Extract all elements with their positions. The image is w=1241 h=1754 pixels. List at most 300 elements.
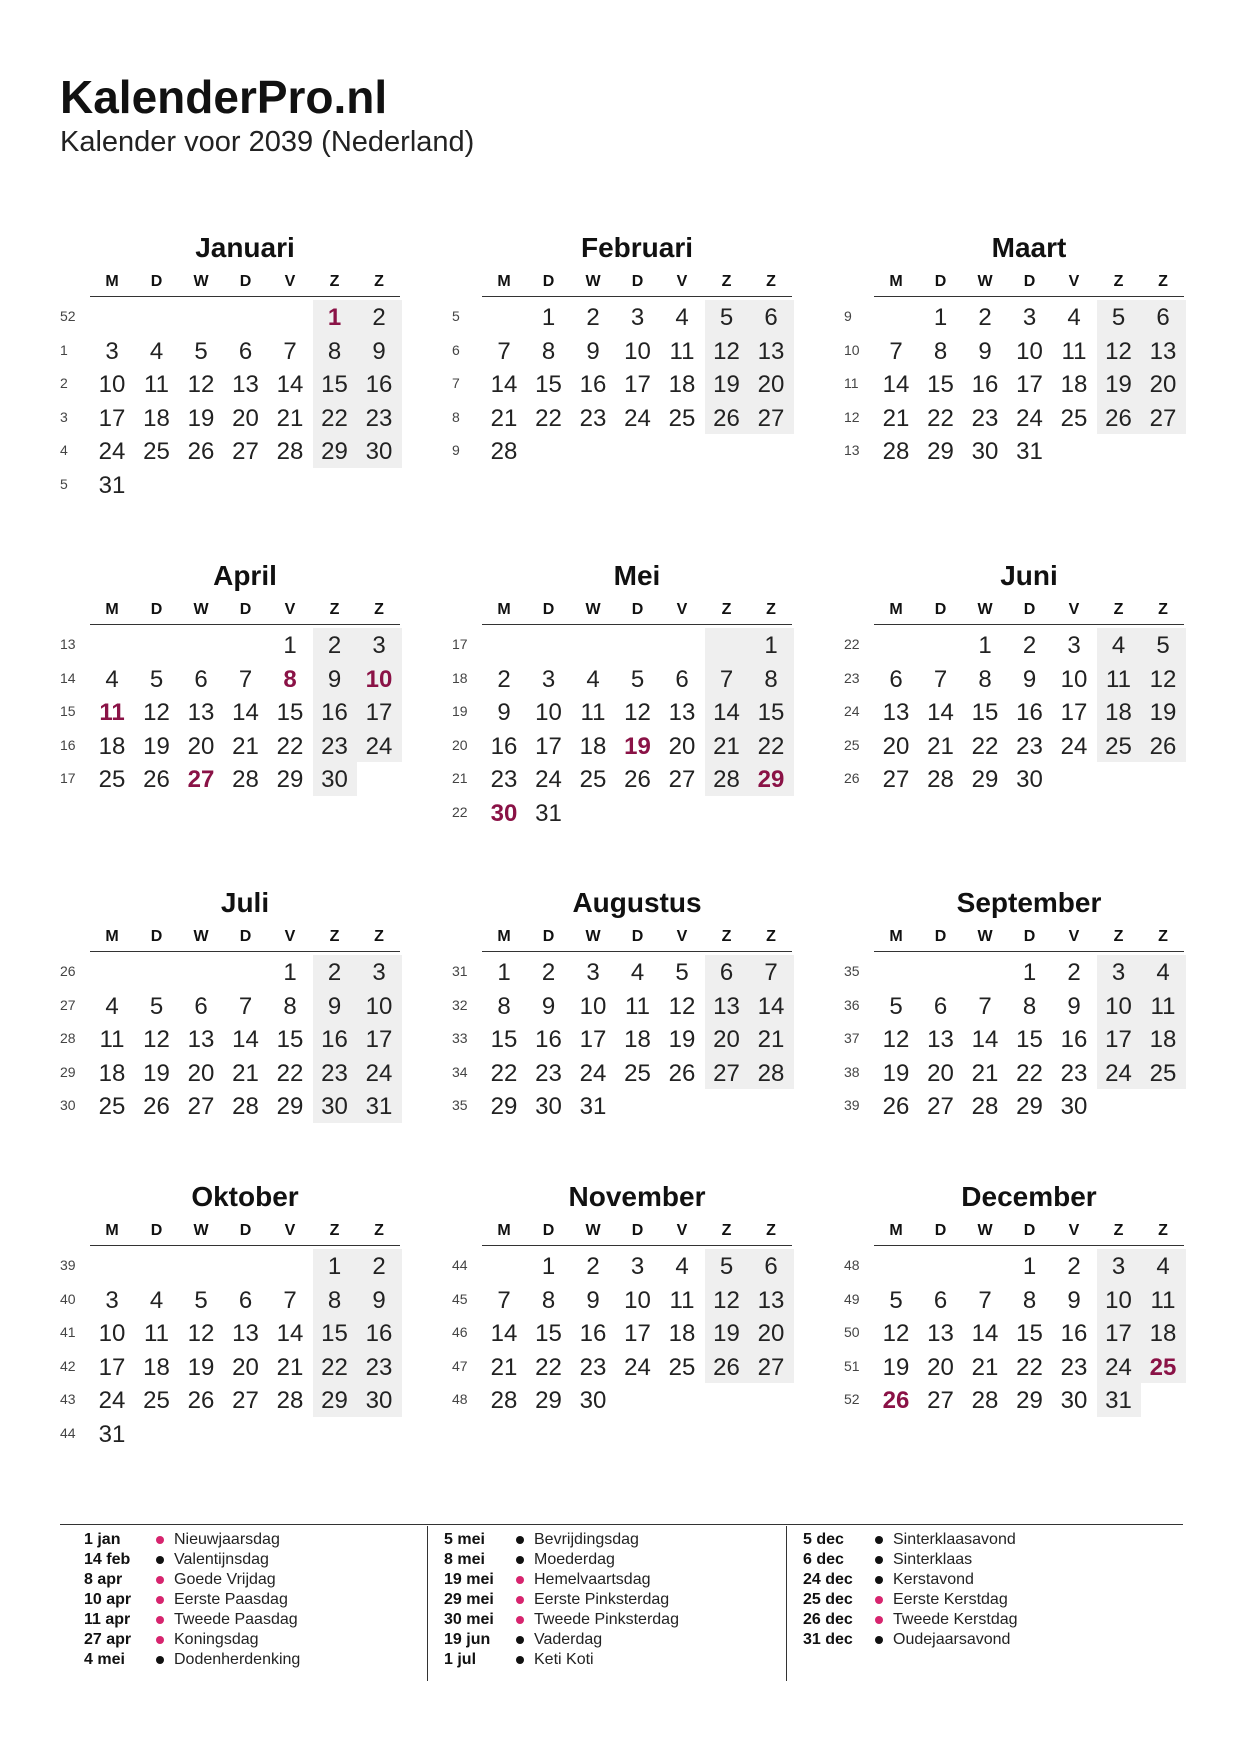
day-cell: 18 xyxy=(143,1353,170,1381)
day-cell: 17 xyxy=(1016,371,1043,398)
month-november xyxy=(452,1181,792,1471)
day-cell: 3 xyxy=(1111,1253,1126,1280)
day-cell: 27 xyxy=(668,766,696,793)
day-cell: 31 xyxy=(365,1093,393,1120)
day-cell: 22 xyxy=(321,404,348,432)
weekday-header: M xyxy=(105,273,119,290)
header-rule xyxy=(482,296,792,297)
week-number: 4 xyxy=(60,442,68,458)
week-number: 6 xyxy=(452,341,460,358)
day-cell: 16 xyxy=(365,1320,393,1347)
day-cell: 9 xyxy=(541,992,556,1020)
weekday-header: D xyxy=(542,601,555,618)
day-cell: 11 xyxy=(144,1320,169,1347)
week-number: 32 xyxy=(452,996,468,1013)
day-cell: 25 xyxy=(143,1387,170,1414)
week-number: 46 xyxy=(452,1324,468,1340)
week-number: 26 xyxy=(844,770,860,786)
day-cell: 26 xyxy=(187,438,215,465)
day-cell: 27 xyxy=(757,1353,785,1381)
day-cell: 1 xyxy=(327,304,342,331)
day-cell: 16 xyxy=(579,1320,607,1347)
week-number: 12 xyxy=(844,408,860,425)
week-number: 45 xyxy=(452,1290,468,1307)
legend-date: 26 dec xyxy=(803,1611,853,1628)
week-number: 16 xyxy=(60,736,76,753)
weekday-header: D xyxy=(542,1222,555,1239)
day-cell: 10 xyxy=(1105,1286,1132,1314)
day-cell: 8 xyxy=(327,1286,342,1314)
weekday-header: V xyxy=(676,1222,688,1239)
legend-date: 5 mei xyxy=(444,1531,485,1548)
day-cell: 25 xyxy=(624,1059,651,1087)
day-cell: 22 xyxy=(1016,1059,1043,1087)
month-name: Augustus xyxy=(572,887,702,918)
day-cell: 29 xyxy=(1016,1387,1043,1414)
legend-divider xyxy=(60,1524,1183,1525)
weekday-header: D xyxy=(239,273,252,290)
month-september xyxy=(844,887,1184,1177)
weekday-header: M xyxy=(497,273,511,290)
day-cell: 19 xyxy=(713,1320,740,1347)
day-cell: 8 xyxy=(933,337,948,365)
week-number: 31 xyxy=(452,963,468,979)
week-number: 11 xyxy=(844,375,859,391)
weekday-header: W xyxy=(585,1222,601,1239)
day-cell: 6 xyxy=(238,1286,253,1314)
weekday-header: Z xyxy=(721,601,732,618)
day-cell: 14 xyxy=(927,699,954,726)
day-cell: 22 xyxy=(276,732,304,760)
week-number: 28 xyxy=(60,1030,76,1046)
day-cell: 6 xyxy=(933,992,948,1020)
day-cell: 22 xyxy=(757,732,785,760)
day-cell: 28 xyxy=(927,766,954,793)
day-cell: 13 xyxy=(232,371,259,398)
weekday-header: D xyxy=(934,601,947,618)
weekday-header: M xyxy=(889,273,903,290)
legend-date: 8 apr xyxy=(84,1571,123,1588)
day-cell: 29 xyxy=(276,766,304,793)
day-cell: 15 xyxy=(927,371,954,398)
legend-date: 14 feb xyxy=(84,1551,131,1568)
day-cell: 5 xyxy=(719,1253,734,1280)
day-cell: 13 xyxy=(927,1320,954,1347)
weekday-header: V xyxy=(1068,1222,1080,1239)
legend-name: Goede Vrijdag xyxy=(174,1571,276,1588)
event-dot-icon xyxy=(516,1556,524,1564)
day-cell: 18 xyxy=(624,1026,651,1053)
week-number: 10 xyxy=(844,341,860,358)
month-name: Februari xyxy=(580,232,694,263)
month-oktober xyxy=(60,1181,400,1471)
weekday-header: W xyxy=(585,601,601,618)
legend-date: 10 apr xyxy=(84,1591,132,1608)
day-cell: 20 xyxy=(927,1059,954,1087)
weekday-header: V xyxy=(1068,601,1080,618)
day-cell: 23 xyxy=(1060,1353,1088,1381)
week-number: 23 xyxy=(844,669,860,686)
day-cell: 3 xyxy=(372,959,386,986)
legend-date: 30 mei xyxy=(444,1611,494,1628)
day-cell: 11 xyxy=(99,699,125,726)
day-cell: 23 xyxy=(579,404,607,432)
weekday-header: V xyxy=(676,928,688,945)
day-cell: 6 xyxy=(889,665,903,693)
weekday-header: D xyxy=(150,1222,163,1239)
day-cell: 15 xyxy=(276,1026,304,1053)
day-cell: 31 xyxy=(1105,1387,1132,1414)
day-cell: 23 xyxy=(1060,1059,1088,1087)
legend-separator xyxy=(786,1526,787,1681)
weekday-header: Z xyxy=(374,928,384,945)
day-cell: 30 xyxy=(535,1093,562,1120)
day-cell: 12 xyxy=(187,371,215,398)
day-cell: 19 xyxy=(1149,699,1177,726)
week-number: 3 xyxy=(60,408,68,425)
month-maart xyxy=(844,232,1184,522)
day-cell: 27 xyxy=(757,404,785,432)
day-cell: 25 xyxy=(98,766,126,793)
weekday-header: W xyxy=(977,928,993,945)
day-cell: 27 xyxy=(882,766,910,793)
legend-date: 4 mei xyxy=(84,1651,125,1668)
weekday-header: D xyxy=(631,273,644,290)
weekday-header: D xyxy=(1023,1222,1036,1239)
day-cell: 23 xyxy=(321,1059,348,1087)
day-cell: 18 xyxy=(668,1320,696,1347)
weekday-header: D xyxy=(631,928,644,945)
day-cell: 10 xyxy=(579,992,607,1020)
day-cell: 6 xyxy=(764,1253,778,1280)
day-cell: 5 xyxy=(719,304,734,331)
day-cell: 12 xyxy=(882,1026,910,1053)
weekday-header: Z xyxy=(1113,1222,1124,1239)
week-number: 8 xyxy=(452,408,460,425)
day-cell: 10 xyxy=(1060,665,1088,693)
day-cell: 28 xyxy=(882,438,910,465)
weekday-header: V xyxy=(284,601,296,618)
day-cell: 14 xyxy=(971,1320,999,1347)
day-cell: 19 xyxy=(1105,371,1132,398)
day-cell: 25 xyxy=(1149,1353,1177,1381)
weekday-header: Z xyxy=(329,273,340,290)
day-cell: 19 xyxy=(143,732,170,760)
day-cell: 17 xyxy=(624,371,651,398)
day-cell: 26 xyxy=(882,1093,910,1120)
day-cell: 3 xyxy=(1111,959,1126,986)
day-cell: 15 xyxy=(971,699,999,726)
day-cell: 4 xyxy=(675,304,689,331)
day-cell: 10 xyxy=(365,665,393,693)
day-cell: 9 xyxy=(327,665,342,693)
weekday-header: Z xyxy=(1113,273,1124,290)
event-dot-icon xyxy=(156,1656,164,1664)
day-cell: 30 xyxy=(490,799,518,827)
week-number: 18 xyxy=(452,669,468,686)
day-cell: 2 xyxy=(327,959,342,986)
weekday-header: Z xyxy=(766,928,776,945)
day-cell: 29 xyxy=(321,438,348,465)
header-rule xyxy=(482,1245,792,1246)
day-cell: 22 xyxy=(535,1353,562,1381)
weekday-header: Z xyxy=(329,928,340,945)
day-cell: 17 xyxy=(98,404,126,432)
day-cell: 17 xyxy=(365,699,393,726)
day-cell: 23 xyxy=(971,404,999,432)
day-cell: 16 xyxy=(1060,1026,1088,1053)
day-cell: 8 xyxy=(327,337,342,365)
weekday-header: V xyxy=(1068,928,1080,945)
day-cell: 4 xyxy=(1156,959,1170,986)
day-cell: 28 xyxy=(276,1387,304,1414)
page-subtitle: Kalender voor 2039 (Nederland) xyxy=(60,126,475,158)
day-cell: 19 xyxy=(668,1026,696,1053)
legend-name: Tweede Pinksterdag xyxy=(534,1611,679,1628)
day-cell: 16 xyxy=(971,371,999,398)
day-cell: 20 xyxy=(757,1320,785,1347)
day-cell: 25 xyxy=(1149,1059,1177,1087)
day-cell: 27 xyxy=(927,1387,954,1414)
month-name: Januari xyxy=(195,232,295,263)
day-cell: 4 xyxy=(630,959,645,986)
legend-date: 24 dec xyxy=(803,1571,853,1588)
day-cell: 16 xyxy=(365,371,393,398)
day-cell: 12 xyxy=(713,337,740,365)
weekday-header: Z xyxy=(721,273,732,290)
weekday-header: Z xyxy=(1113,601,1124,618)
week-number: 48 xyxy=(452,1391,468,1407)
day-cell: 17 xyxy=(98,1353,126,1381)
month-name: April xyxy=(213,560,277,591)
day-cell: 3 xyxy=(630,304,645,331)
day-cell: 5 xyxy=(1156,632,1170,659)
day-cell: 1 xyxy=(978,632,992,659)
day-cell: 9 xyxy=(327,992,342,1020)
week-number: 14 xyxy=(60,669,76,686)
day-cell: 24 xyxy=(1016,404,1043,432)
day-cell: 17 xyxy=(535,732,562,760)
day-cell: 5 xyxy=(675,959,689,986)
day-cell: 2 xyxy=(586,304,600,331)
day-cell: 21 xyxy=(971,1059,999,1087)
day-cell: 29 xyxy=(535,1387,562,1414)
day-cell: 25 xyxy=(668,404,696,432)
day-cell: 12 xyxy=(713,1286,740,1314)
day-cell: 13 xyxy=(668,699,696,726)
legend-date: 31 dec xyxy=(803,1631,853,1648)
week-number: 24 xyxy=(844,703,860,719)
day-cell: 20 xyxy=(1149,371,1177,398)
legend-name: Dodenherdenking xyxy=(174,1651,301,1668)
day-cell: 20 xyxy=(187,1059,215,1087)
day-cell: 29 xyxy=(321,1387,348,1414)
weekday-header: D xyxy=(542,273,555,290)
day-cell: 2 xyxy=(978,304,992,331)
day-cell: 11 xyxy=(1061,337,1087,365)
day-cell: 29 xyxy=(757,766,785,793)
day-cell: 1 xyxy=(541,1253,556,1280)
day-cell: 28 xyxy=(757,1059,785,1087)
day-cell: 4 xyxy=(586,665,600,693)
day-cell: 7 xyxy=(238,992,253,1020)
day-cell: 28 xyxy=(276,438,304,465)
day-cell: 14 xyxy=(490,1320,518,1347)
weekday-header: D xyxy=(1023,928,1036,945)
legend-name: Sinterklaasavond xyxy=(893,1531,1016,1548)
day-cell: 1 xyxy=(764,632,778,659)
day-cell: 15 xyxy=(276,699,304,726)
day-cell: 10 xyxy=(535,699,562,726)
day-cell: 21 xyxy=(490,404,518,432)
week-number: 50 xyxy=(844,1324,860,1340)
weekday-header: W xyxy=(193,1222,209,1239)
weekday-header: Z xyxy=(374,601,384,618)
day-cell: 13 xyxy=(232,1320,259,1347)
week-number: 25 xyxy=(844,736,860,753)
day-cell: 24 xyxy=(365,1059,393,1087)
day-cell: 26 xyxy=(143,1093,170,1120)
day-cell: 14 xyxy=(757,992,785,1020)
day-cell: 16 xyxy=(579,371,607,398)
day-cell: 10 xyxy=(365,992,393,1020)
weekday-header: Z xyxy=(1113,928,1124,945)
weekday-header: D xyxy=(150,601,163,618)
day-cell: 21 xyxy=(276,404,304,432)
week-number: 13 xyxy=(60,636,76,652)
weekday-header: Z xyxy=(766,1222,776,1239)
day-cell: 4 xyxy=(675,1253,689,1280)
day-cell: 20 xyxy=(713,1026,740,1053)
legend-date: 27 apr xyxy=(84,1631,132,1648)
day-cell: 10 xyxy=(98,1320,126,1347)
legend-date: 29 mei xyxy=(444,1591,494,1608)
legend-date: 5 dec xyxy=(803,1531,844,1548)
day-cell: 3 xyxy=(586,959,600,986)
day-cell: 7 xyxy=(497,1286,511,1314)
day-cell: 15 xyxy=(490,1026,518,1053)
month-name: December xyxy=(961,1181,1097,1212)
day-cell: 18 xyxy=(1149,1026,1177,1053)
day-cell: 23 xyxy=(321,732,348,760)
day-cell: 12 xyxy=(624,699,651,726)
day-cell: 25 xyxy=(98,1093,126,1120)
day-cell: 27 xyxy=(1149,404,1177,432)
week-number: 20 xyxy=(452,736,468,753)
day-cell: 19 xyxy=(624,732,651,760)
day-cell: 4 xyxy=(149,337,164,365)
day-cell: 15 xyxy=(321,1320,348,1347)
day-cell: 2 xyxy=(372,304,386,331)
day-cell: 28 xyxy=(232,1093,259,1120)
day-cell: 12 xyxy=(143,1026,170,1053)
day-cell: 21 xyxy=(490,1353,518,1381)
day-cell: 1 xyxy=(283,632,297,659)
day-cell: 6 xyxy=(675,665,689,693)
month-februari xyxy=(452,232,792,522)
day-cell: 9 xyxy=(372,1286,386,1314)
week-number: 9 xyxy=(844,308,852,324)
week-number: 51 xyxy=(844,1357,860,1374)
day-cell: 26 xyxy=(882,1387,910,1414)
weekday-header: M xyxy=(105,601,119,618)
weekday-header: M xyxy=(889,601,903,618)
day-cell: 1 xyxy=(1022,959,1037,986)
day-cell: 13 xyxy=(187,699,215,726)
day-cell: 3 xyxy=(105,337,119,365)
week-number: 22 xyxy=(452,803,468,820)
weekday-header: D xyxy=(631,1222,644,1239)
day-cell: 9 xyxy=(497,699,511,726)
day-cell: 13 xyxy=(187,1026,215,1053)
day-cell: 22 xyxy=(535,404,562,432)
day-cell: 7 xyxy=(283,337,297,365)
day-cell: 21 xyxy=(927,732,954,760)
week-number: 21 xyxy=(452,770,468,786)
weekday-header: Z xyxy=(374,273,384,290)
day-cell: 17 xyxy=(365,1026,393,1053)
week-number: 1 xyxy=(60,341,68,358)
week-number: 9 xyxy=(452,442,460,458)
day-cell: 2 xyxy=(586,1253,600,1280)
day-cell: 23 xyxy=(535,1059,562,1087)
day-cell: 8 xyxy=(497,992,511,1020)
day-cell: 18 xyxy=(1060,371,1088,398)
holiday-dot-icon xyxy=(156,1536,164,1544)
legend-date: 6 dec xyxy=(803,1551,844,1568)
event-dot-icon xyxy=(875,1556,883,1564)
day-cell: 3 xyxy=(630,1253,645,1280)
day-cell: 5 xyxy=(149,992,164,1020)
weekday-header: Z xyxy=(766,601,776,618)
legend-date: 1 jul xyxy=(444,1651,477,1668)
weekday-header: W xyxy=(977,1222,993,1239)
day-cell: 18 xyxy=(668,371,696,398)
month-mei xyxy=(452,560,792,850)
weekday-header: Z xyxy=(721,928,732,945)
holiday-dot-icon xyxy=(156,1636,164,1644)
day-cell: 17 xyxy=(624,1320,651,1347)
weekday-header: V xyxy=(676,273,688,290)
header-rule xyxy=(482,624,792,625)
legend-name: Oudejaarsavond xyxy=(893,1631,1011,1648)
day-cell: 11 xyxy=(580,699,606,726)
day-cell: 20 xyxy=(757,371,785,398)
weekday-header: M xyxy=(105,1222,119,1239)
day-cell: 2 xyxy=(1067,1253,1081,1280)
day-cell: 8 xyxy=(1022,992,1037,1020)
header-rule xyxy=(874,951,1184,952)
day-cell: 28 xyxy=(490,438,518,465)
day-cell: 5 xyxy=(889,992,903,1020)
day-cell: 4 xyxy=(149,1286,164,1314)
day-cell: 24 xyxy=(98,438,126,465)
holiday-dot-icon xyxy=(516,1616,524,1624)
day-cell: 27 xyxy=(232,1387,259,1414)
day-cell: 16 xyxy=(490,732,518,760)
day-cell: 7 xyxy=(497,337,511,365)
weekday-header: Z xyxy=(721,1222,732,1239)
day-cell: 26 xyxy=(713,1353,740,1381)
day-cell: 9 xyxy=(372,337,386,365)
legend-name: Bevrijdingsdag xyxy=(534,1531,639,1548)
day-cell: 19 xyxy=(143,1059,170,1087)
day-cell: 16 xyxy=(1060,1320,1088,1347)
day-cell: 26 xyxy=(143,766,170,793)
day-cell: 30 xyxy=(321,766,348,793)
week-number: 5 xyxy=(452,308,460,324)
day-cell: 11 xyxy=(99,1026,125,1053)
